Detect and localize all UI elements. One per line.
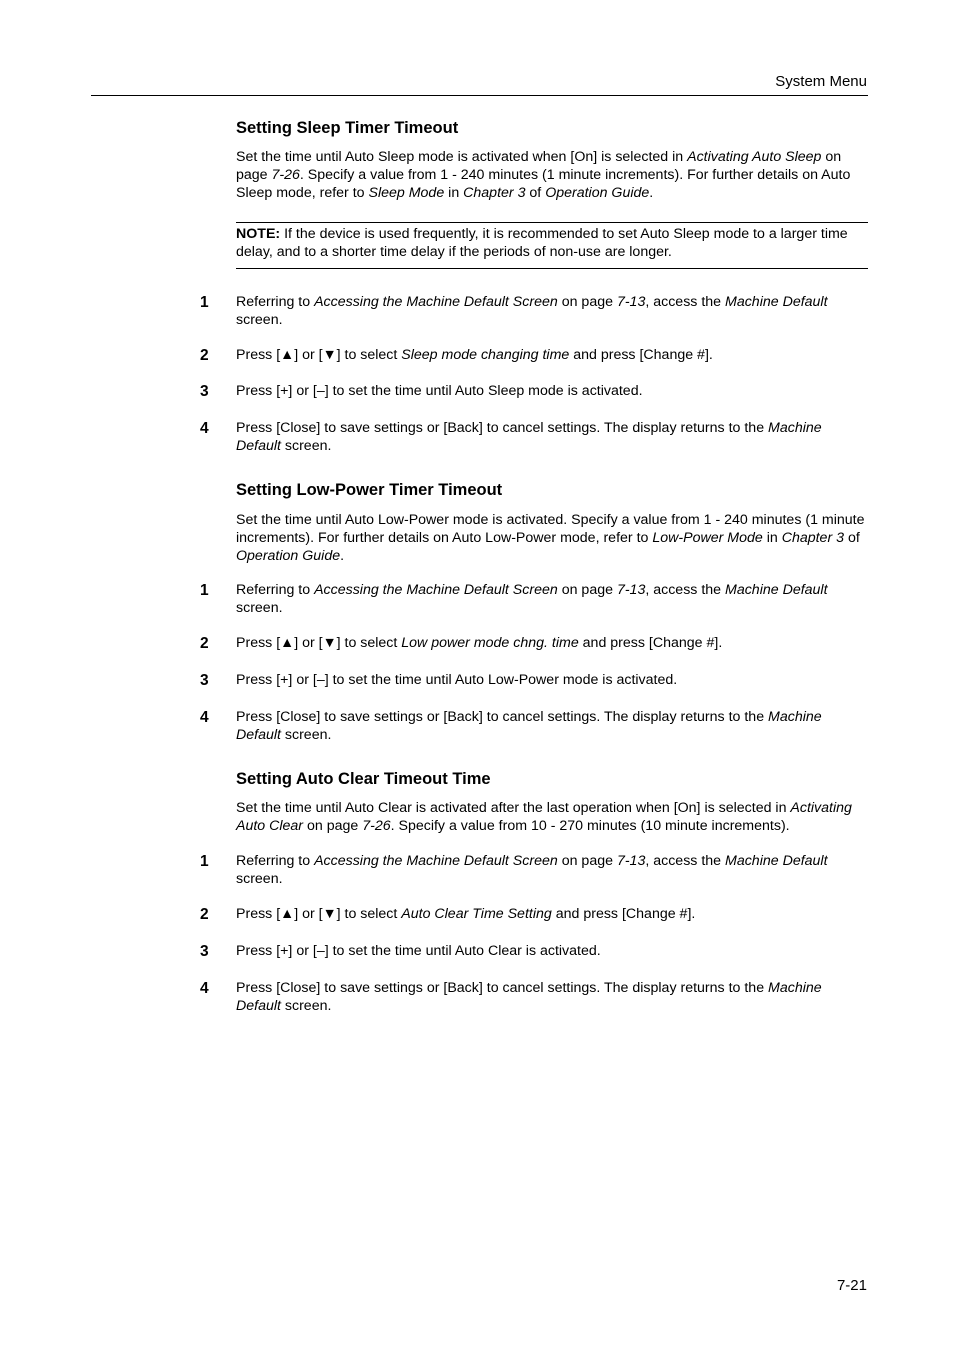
section-intro: [236, 799, 868, 835]
step-text: Press [+] or [–] to set the time until Auto Low-Power mode is activated.: [236, 672, 678, 688]
step-text: Press [▲] or [▼] to select Auto Clear Time Setting and press [Change #].: [236, 906, 696, 922]
step-item: [200, 708, 868, 744]
step-text: Press [▲] or [▼] to select Sleep mode changing time and press [Change #].: [236, 347, 713, 363]
step-item: [200, 346, 868, 364]
step-number: 1: [200, 582, 209, 599]
step-number: 4: [200, 980, 209, 997]
section-sleep-timer: [236, 118, 868, 138]
section-low-power-timer: [236, 480, 868, 500]
step-text: Press [▲] or [▼] to select Low power mode chng. time and press [Change #].: [236, 635, 723, 651]
step-number: 2: [200, 347, 209, 364]
section-intro: [236, 148, 868, 202]
step-item: [200, 581, 868, 617]
section-heading: Setting Low-Power Timer Timeout: [236, 481, 503, 499]
step-number: 4: [200, 709, 209, 726]
note-box: [236, 222, 868, 269]
step-text: Press [+] or [–] to set the time until Auto Clear is activated.: [236, 943, 601, 959]
note-label: NOTE:: [236, 226, 281, 242]
step-text: Referring to Accessing the Machine Default Screen on page 7-13, access the Machine Default screen.: [236, 853, 828, 887]
page-number: 7-21: [836, 1277, 867, 1294]
step-number: 1: [200, 853, 209, 870]
note-text: If the device is used frequently, it is recommended to set Auto Sleep mode to a larger time delay, and to a shorter time delay if the periods of non-use are longer.: [236, 226, 848, 260]
step-item: [200, 671, 868, 689]
step-text: Referring to Accessing the Machine Default Screen on page 7-13, access the Machine Default screen.: [236, 582, 828, 616]
running-header: System Menu: [775, 73, 867, 90]
header-divider: [91, 95, 868, 96]
step-text: Press [+] or [–] to set the time until Auto Sleep mode is activated.: [236, 383, 643, 399]
section-intro: [236, 511, 868, 565]
step-item: [200, 419, 868, 455]
step-item: [200, 382, 868, 400]
section-auto-clear: [236, 769, 868, 789]
step-item: [200, 979, 868, 1015]
step-number: 3: [200, 943, 209, 960]
step-item: [200, 905, 868, 923]
step-text: Press [Close] to save settings or [Back] to cancel settings. The display returns to the Machine Default screen.: [236, 980, 822, 1014]
section-heading: Setting Sleep Timer Timeout: [236, 119, 459, 137]
step-item: [200, 634, 868, 652]
step-number: 1: [200, 294, 209, 311]
step-number: 2: [200, 906, 209, 923]
section-heading: Setting Auto Clear Timeout Time: [236, 770, 491, 788]
intro-paragraph: Set the time until Auto Sleep mode is activated when [On] is selected in Activating Auto Sleep on page 7-26. Specify a value from 1 - 240 minutes (1 minute increments). For further details on Auto Sleep mode, refer to Sleep Mode in Chapter 3 of Operation Guide.: [236, 149, 851, 201]
intro-paragraph: Set the time until Auto Low-Power mode is activated. Specify a value from 1 - 240 minutes (1 minute increments). For further details on Auto Low-Power mode, refer to Low-Power Mode in Chapter 3 of Operation Guide.: [236, 512, 865, 564]
step-item: [200, 293, 868, 329]
step-item: [200, 942, 868, 960]
step-text: Press [Close] to save settings or [Back] to cancel settings. The display returns to the Machine Default screen.: [236, 709, 822, 743]
step-item: [200, 852, 868, 888]
step-text: Referring to Accessing the Machine Default Screen on page 7-13, access the Machine Default screen.: [236, 294, 828, 328]
step-number: 3: [200, 383, 209, 400]
step-number: 2: [200, 635, 209, 652]
step-text: Press [Close] to save settings or [Back] to cancel settings. The display returns to the Machine Default screen.: [236, 420, 822, 454]
step-number: 3: [200, 672, 209, 689]
intro-paragraph: Set the time until Auto Clear is activated after the last operation when [On] is selected in Activating Auto Clear on page 7-26. Specify a value from 10 - 270 minutes (10 minute increments).: [236, 800, 852, 834]
step-number: 4: [200, 420, 209, 437]
